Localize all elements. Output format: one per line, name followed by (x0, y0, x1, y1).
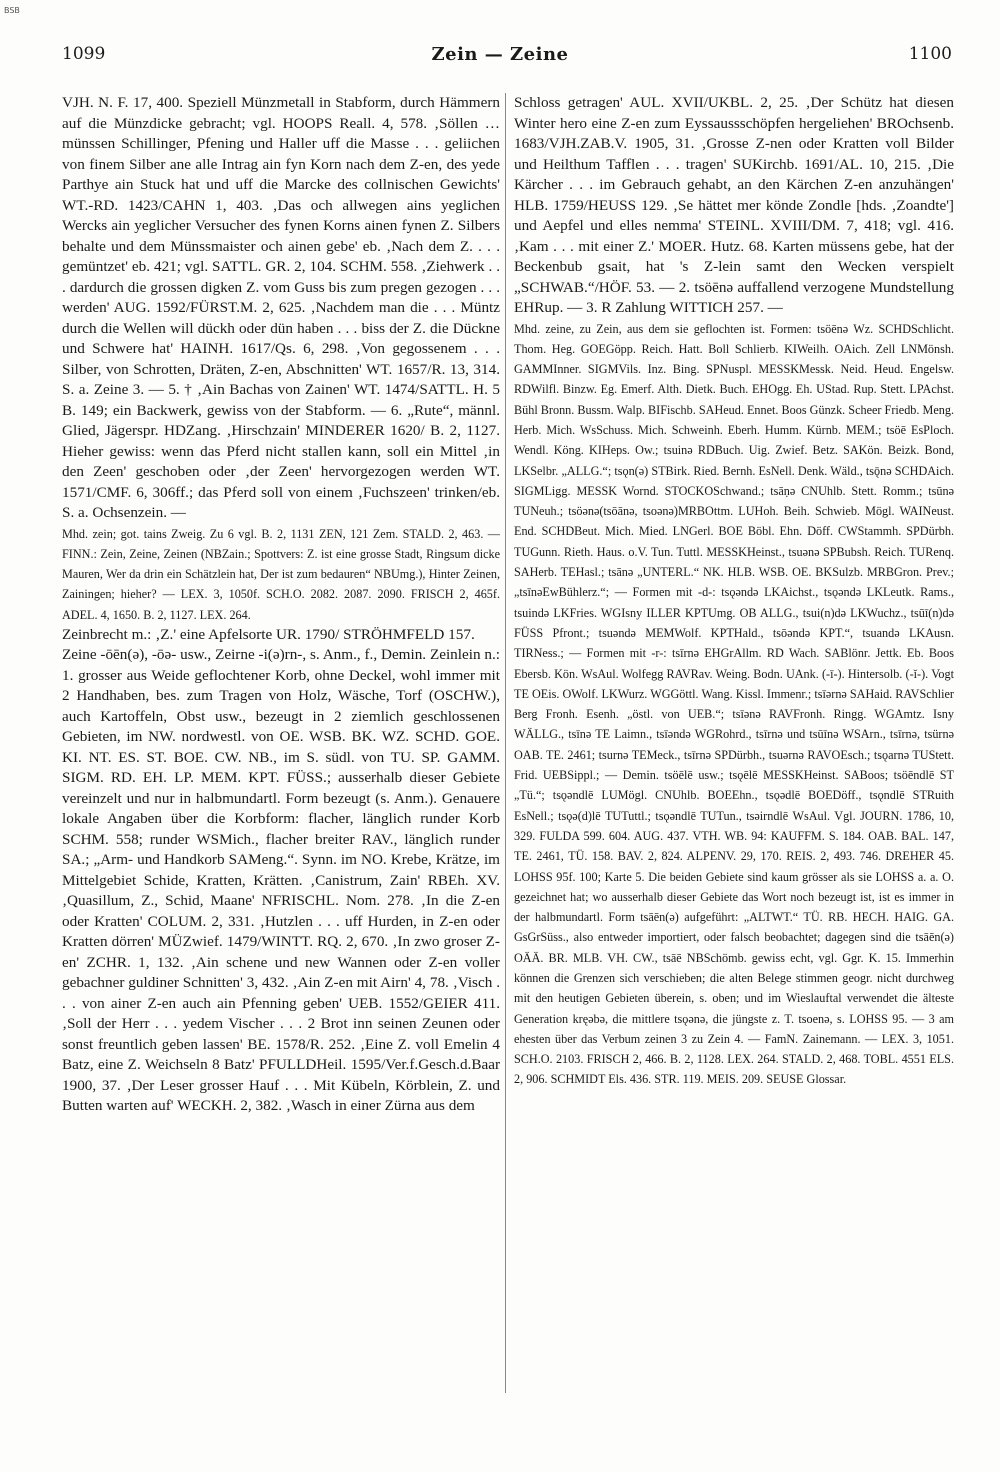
entry-zein-etymology: Mhd. zein; got. tains Zweig. Zu 6 vgl. B. 2, 1131 ZEN, 121 Zem. STALD. 2, 463. — FINN.: Zein, Zeine, Zeinen (NBZain.; Spottvers: Z. ist eine grosse Stadt, Ringsum dicke Mauren, Wer da drin ein Schätzlein hat, Der ist zum bedauren“ NBUmg.), Hinter Zeinen, Zainingen; hieher? — LEX. 3, 1050f. SCH.O. 2082. 2087. 2090. FRISCH 2, 465f. ADEL. 4, 1650. B. 2, 1127. LEX. 264. (62, 526, 500, 622)
right-column (514, 93, 954, 1413)
entry-zeine-etymology: Mhd. zeine, zu Zein, aus dem sie geflochten ist. Formen: tsöēnə Wz. SCHDSchlicht. Thom. Heg. GOEGöpp. Reich. Hatt. Boll Schlierb. KIWeilh. OAich. Zell LNMönsh. GAMMInner. SIGMVils. Inz. Bing. SPNuspl. MESSKMessk. Neid. Heud. Engelsw. RDWilfl. Binzw. Eg. Emerf. Alth. Dietk. Buch. EHOgg. Eh. UStad. Rup. Stett. LPAchst. Bühl Bronn. Bussm. Walp. BIFischb. SAHeud. Ennet. Boos Günzk. Scheer Friedb. Meng. Herb. Mich. WsSchuss. Mich. Schweinh. Eberh. Humm. Kürnb. MEM.; tsöē EsPloch. Wendl. Köng. KIHeps. Ow.; tsuinə RDBuch. Uig. Zwief. Betz. SAKön. Beizk. Bond, LKSelbr. „ALLG.“; tsǫn(ə) STBirk. Ried. Bernh. EsNell. Denk. Wäld., tsǭnə SCHDAich. SIGMLigg. MESSK Wornd. STOCKOSchwand.; tsāṇə CNUhlb. Stett. Romm.; tsūnə TUNeuh.; tsöənə(tsōānə, tsoənə)MRBOttm. LUHoh. Beih. Schwieb. Mögl. WAINeust. End. SCHDBeut. Mich. Mied. LNGerl. BOE Böbl. Ehn. Döff. CWStammh. SPDürbh. TUGunn. Rieth. Haus. o.V. Tun. Tuttl. MESSKHeinst., tsuənə SPBubsh. Reich. TURenq. SAHerb. TEHasl.; tsānə „UNTERL.“ NK. HLB. WSB. OE. BKSulzb. MRBGron. Prev.; „tsīnəEwBühlerz.“; — Formen mit -d-: tsǫəndə LKAichst., tsǫəndə LKLeutk. Rams., tsuində LKFries. WGIsny ILLER KPTUmg. OB ALLG., tsui(n)də LKWuchz., tsūī(n)də FÜSS Pfront.; tsuəndə MEMWolf. KPTHald., tsōəndə KPT.“, tsuandə LKAusn. TIRNess.; — Formen mit -r-: tsīrnə EHGrAllm. RD Wach. SABlönr. Jettk. Eb. Boos Ebersb. Kön. WsAul. Wolfegg RAVRav. Weing. Bodn. UAnk. (-ī-). Hintersolb. (-ǐ-). Vogt TE OEis. OWolf. LKWurz. WGGöttl. Wang. Kissl. Immenr.; tsīərnə SAHaid. RAVSchlier Berg Fronh. Esenh. „östl. von UEB.“; tsīənə RAVFronh. Ringg. WGAmtz. Isny WÄLLG., tsīnə TE Laimn., tsīəndə WGRohrd., tsīrnə und tsūīnə WSArn., tsīrnə, tsürnə OAB. TE. 2461; tsurnə TEMeck., tsīrnə SPDürbh., tsuərnə RAVOEsch.; tsǫarnə TUStett. Frid. UEBSippl.; — Demin. tsöēlē usw.; tsǫēlē MESSKHeinst. SABoos; tsöēndlē ST „Tü.“; tsǫəndlē LUMögl. CNUhlb. BOEEhn., tsǫədlē BOEDöff., tsǫndlē STRuith EsNell.; tsǫə(d)lē TUTuttl.; tsǫəndlē TUTun., tsəirndlē WsAul. Vgl. JOURN. 1786, 10, 329. FULDA 599. 604. AUG. 437. VTH. WB. 94: KAUFFM. S. 184. OAB. BAL. 147, TE. 2461, TÜ. 158. BAV. 2, 824. ALPENV. 29, 170. REIS. 2, 493. 746. DREHER 45. LOHSS 95f. 100; Karte 5. Die beiden Gebiete sind kaum grösser als sie LOHSS a. a. O. gezeichnet hat; wo ausserhalb dieser Gebiete das Wort noch bezeugt ist, ist es immer in der halbmundartl. Form tsāēn(ə) aufgeführt: „ALTWT.“ TÜ. RB. HECH. HAIG. GA. GsGrSüss., also entweder importiert, oder falsch beobachtet; dagegen sind die tsāēn(ə) OÄÄ. BR. MLB. VH. CW., tsāē NBSchömb. gewiss echt, vgl. Ggr. K. 15. Immerhin können die Grenzen sich verschieben; die alten Belege stimmen geogr. nicht durchweg mit den heutigen Gebieten überein, s. oben; und im Wieslauftal verwendet die älteste Generation kręəbə, die mittlere tsǫənə, die jüngste z. T. tsoenə, s. LOHSS 95. — 3 am ehesten über das Verbum zeinen 3 zu Zein 4. — FamN. Zainemann. — LEX. 3, 1051. SCH.O. 2103. FRISCH 2, 466. B. 2, 1128. LEX. 264. STALD. 2, 468. TOBL. 4551 ELS. 2, 906. SCHMIDT Els. 436. STR. 119. MEIS. 209. SEUSE Glossar. (514, 321, 954, 1087)
library-stamp: BSB (4, 6, 20, 15)
page-number-left: 1099 (62, 44, 106, 64)
entry-zein-continuation: VJH. N. F. 17, 400. Speziell Münzmetall in Stabform, durch Hämmern auf die Münzdicke gebracht; vgl. HOOPS Reall. 4, 578. ‚Söllen … münssen Schillinger, Pfening und Haller uff die Masse . . . geliichen von finem Silber ane alle Intrag ain fyn Korn nach dem Z-en, des yede Parthye ain Stuck hat und uff die Marcke des collnischen Gewichts' WT.-RD. 1423/CAHN 1, 403. ‚Das och allwegen ains yeglichen Wercks ain yeglicher Versucher des fynen Korns ainen fynen Z. Silbers behalte und dem Münssmaister och ainen gebe' eb. ‚Nach dem Z. . . . gemüntzet' eb. 421; vgl. SATTL. GR. 2, 104. SCHM. 558. ‚Ziehwerk . . . dardurch die grossen digken Z. vom Guss bis zum pregen gezogen . . . werden' AUG. 1592/FÜRST.M. 2, 625. ‚Nachdem man die . . . Müntz durch die Wellen will dückh oder dün haben . . . biss der Z. die Dückne und Schwere hat' HAINH. 1617/Qs. 6, 298. ‚Von gegossenem . . . Silber, von Schrotten, Dräten, Z-en, Abschnitten' WT. 1657/R. 13, 314. S. a. Zeine 3. — 5. † ‚Ain Bachas von Zainen' WT. 1474/SATTL. H. 5 B. 149; ein Backwerk, gewiss von der Stabform. — 6. „Rute“, männl. Glied, Jägerspr. HDZang. ‚Hirschzain' MINDERER 1620/ B. 2, 1127. Hieher gewiss: wenn das Pferd nicht stallen kann, soll ein Mittel ‚in den Zeen' geschoben oder ‚der Zeen' hervorgezogen werden WT. 1571/CMF. 6, 306ff.; das Pferd soll von einem ‚Fuchszeen' trinken/eb. S. a. Ochsenzein. — (62, 94, 500, 521)
entry-zeine-continuation: Schloss getragen' AUL. XVII/UKBL. 2, 25. ‚Der Schütz hat diesen Winter hero eine Z-en zum Eyssaussschöpfen hergeliehen' BROchsenb. 1683/VJH.ZAB.V. 1905, 31. ‚Grosse Z-nen oder Kratten voll Bilder und Heilthum Tafflen . . . tragen' SUKirchb. 1691/AL. 10, 215. ‚Die Kärcher . . . im Gebrauch gehabt, an den Kärchen Z-en anzuhängen' HLB. 1759/HEUSS 129. ‚Se hättet mer könde Zondle [hds. ‚Zoandte'] und Aepfel und elles nemma' STEINL. XVIII/DM. 7, 418; vgl. 416. ‚Kam . . . mit einer Z.' MOER. Hutz. 68. Karten müssens gebe, hat der Beckenbub gsait, hat 's Z-lein samt den Wecken verspielt „SCHWAB.“/HÖF. 53. — 2. tsöēnə auffallend verzogene Mundstellung EHRup. — 3. R Zahlung WITTICH 257. — (514, 94, 954, 316)
column-divider (505, 93, 506, 1393)
page-number-right: 1100 (908, 44, 952, 64)
left-column (62, 93, 500, 1413)
running-head: Zein — Zeine (431, 44, 569, 65)
entry-zeine: Zeine -ōēn(ə), -ōə- usw., Zeirne -i(ə)rn-, s. Anm., f., Demin. Zeinlein n.: 1. grosser aus Weide geflochtener Korb, ohne Deckel, wohl immer mit 2 Handhaben, bes. zum Tragen von Holz, Wäsche, Torf (OSCHW.), auch Kartoffeln, Obst usw., bezeugt in 2 ziemlich geschlossenen Gebieten, im NW. nordwestl. von OE. WSB. BK. WZ. SCHD. GOE. KI. NT. ES. ST. BOE. CW. NB., im S. südl. von TU. SP. GAMM. SIGM. RD. EH. LP. MEM. KPT. FÜSS.; ausserhalb dieser Gebiete vereinzelt und nur in halbmundartl. Form bezeugt (s. Anm.). Genauere lokale Angaben über die Korbform: flacher, länglich runder Korb SCHM. 558; runder WSMich., flacher breiter RAV., länglich runder SA.; „Arm- und Handkorb SAMeng.“. Synn. im NO. Krebe, Krätze, im Mittelgebiet Schide, Kratten, Krätten. ‚Canistrum, Zain' RBEh. XV. ‚Quasillum, Z., Schid, Maane' NFRISCHL. Nom. 278. ‚In die Z-en oder Kratten' COLUM. 2, 331. ‚Hutzlen . . . uff Hurden, in Z-en oder Kratten dörren' MÜZwief. 1479/WINTT. RQ. 2, 670. ‚In zwo groser Z-en' ZCHR. 1, 132. ‚Ain schene und new Wannen oder Z-en voller gebachner guldiner Schnitten' 3, 432. ‚Ain Z-en mit Airn' 4, 78. ‚Visch . . . von ainer Z-en auch ain Pfenning geben' UEB. 1552/GEIER 411. ‚Soll der Herr . . . yedem Vischer . . . 2 Brot inn seinen Zeunen oder sonst freuntlich geben lassen' BE. 1578/R. 252. ‚Eine Z. voll Emelin 4 Batz, eine Z. Weichseln 8 Batz' PFULLDHeil. 1595/Ver.f.Gesch.d.Baar 1900, 37. ‚Der Leser grosser Hauf . . . Mit Kübeln, Körblein, Z. und Butten warten auf' WECKH. 2, 382. ‚Wasch in einer Zürna aus dem (62, 646, 500, 1115)
entry-zeinbrecht: Zeinbrecht m.: ‚Z.' eine Apfelsorte UR. 1790/ STRÖHMFELD 157. (62, 625, 475, 643)
